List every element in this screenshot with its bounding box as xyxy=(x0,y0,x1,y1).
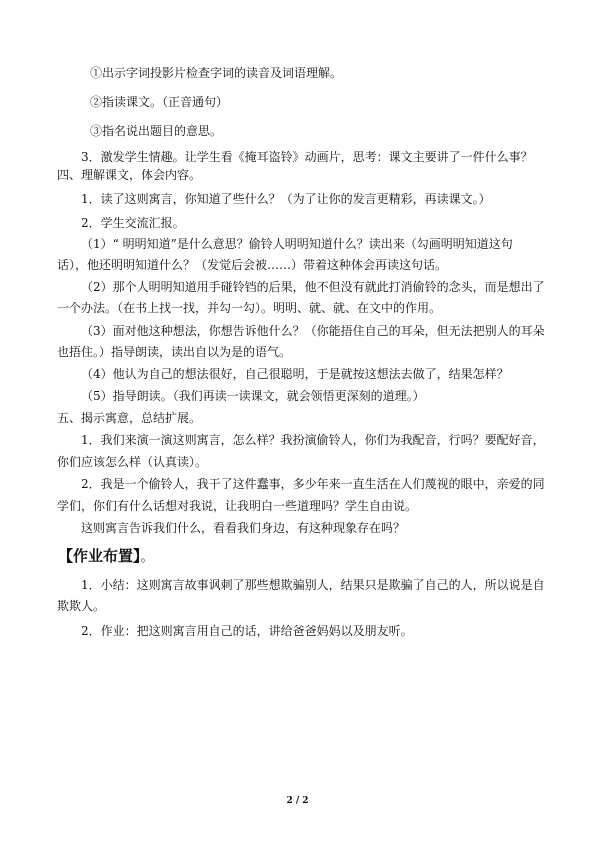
homework-line: 欺欺人。 xyxy=(57,599,106,613)
text-line: 也捂住。）指导朗读，读出自以为是的语气。 xyxy=(57,345,292,359)
text-line: 学们，你们有什么话想对我说，让我明白一些道理吗？学生自由说。 xyxy=(57,499,418,513)
homework-line: 2．作业：把这则寓言用自己的话，讲给爸爸妈妈以及朋友听。 xyxy=(81,624,413,638)
text-line: （4）他认为自己的想法很好，自己很聪明，于是就按这想法去做了，结果怎样？ xyxy=(81,367,509,381)
text-line: 2．学生交流汇报。 xyxy=(81,216,185,230)
text-line: 1．读了这则寓言，你知道了些什么？（为了让你的发言更精彩，再读课文。） xyxy=(81,192,491,206)
page-number: 2 / 2 xyxy=(286,796,309,806)
text-line: （5）指导朗读。（我们再读一读课文，就会领悟更深刻的道理。） xyxy=(81,389,425,403)
text-line: ③指名说出题目的意思。 xyxy=(90,124,223,138)
homework-heading-tail: 。 xyxy=(140,550,154,565)
text-line: ②指读课文。（正音通句） xyxy=(90,95,229,109)
homework-heading-label: 【作业布置】 xyxy=(58,547,141,565)
text-line: 你们应该怎么样（认真读）。 xyxy=(57,455,208,469)
text-line: 3．激发学生情趣。让学生看《掩耳盗铃》动画片，思考：课文主要讲了一件什么事？ xyxy=(81,150,533,164)
text-line: （2）那个人明明知道用手碰铃铛的后果，他不但没有就此打消偷铃的念头，而是想出了 xyxy=(81,280,545,294)
text-line: 话），他还明明知道什么？（发觉后会被……）带着这种体会再读这句话。 xyxy=(57,258,448,272)
text-line: 1．我们来演一演这则寓言，怎么样？我扮演偷铃人，你们为我配音，行吗？要配好音， xyxy=(81,433,545,447)
text-line: ①出示字词投影片检查字词的读音及词语理解。 xyxy=(90,66,343,80)
text-line: 一个办法。（在书上找一找，并勾一勾）。明明、就、就、在文中的作用。 xyxy=(57,301,442,315)
text-line: （3）面对他这种想法，你想告诉他什么？（你能捂住自己的耳朵，但无法把别人的耳朵 xyxy=(81,324,545,338)
text-line: （1）“ 明明知道”是什么意思？偷铃人明明知道什么？读出来（勾画明明知道这句 xyxy=(81,237,513,251)
text-line: 这则寓言告诉我们什么，看看我们身边，有这种现象存在吗？ xyxy=(81,521,406,535)
homework-heading xyxy=(58,547,154,567)
homework-line: 1．小结：这则寓言故事讽刺了那些想欺骗别人，结果只是欺骗了自己的人，所以说是自 xyxy=(81,578,545,592)
section-heading: 四、理解课文，体会内容。 xyxy=(57,168,202,182)
section-heading: 五、揭示寓意，总结扩展。 xyxy=(57,411,202,425)
text-line: 2．我是一个偷铃人，我干了这件蠢事，多少年来一直生活在人们蔑视的眼中，亲爱的同 xyxy=(81,477,545,491)
